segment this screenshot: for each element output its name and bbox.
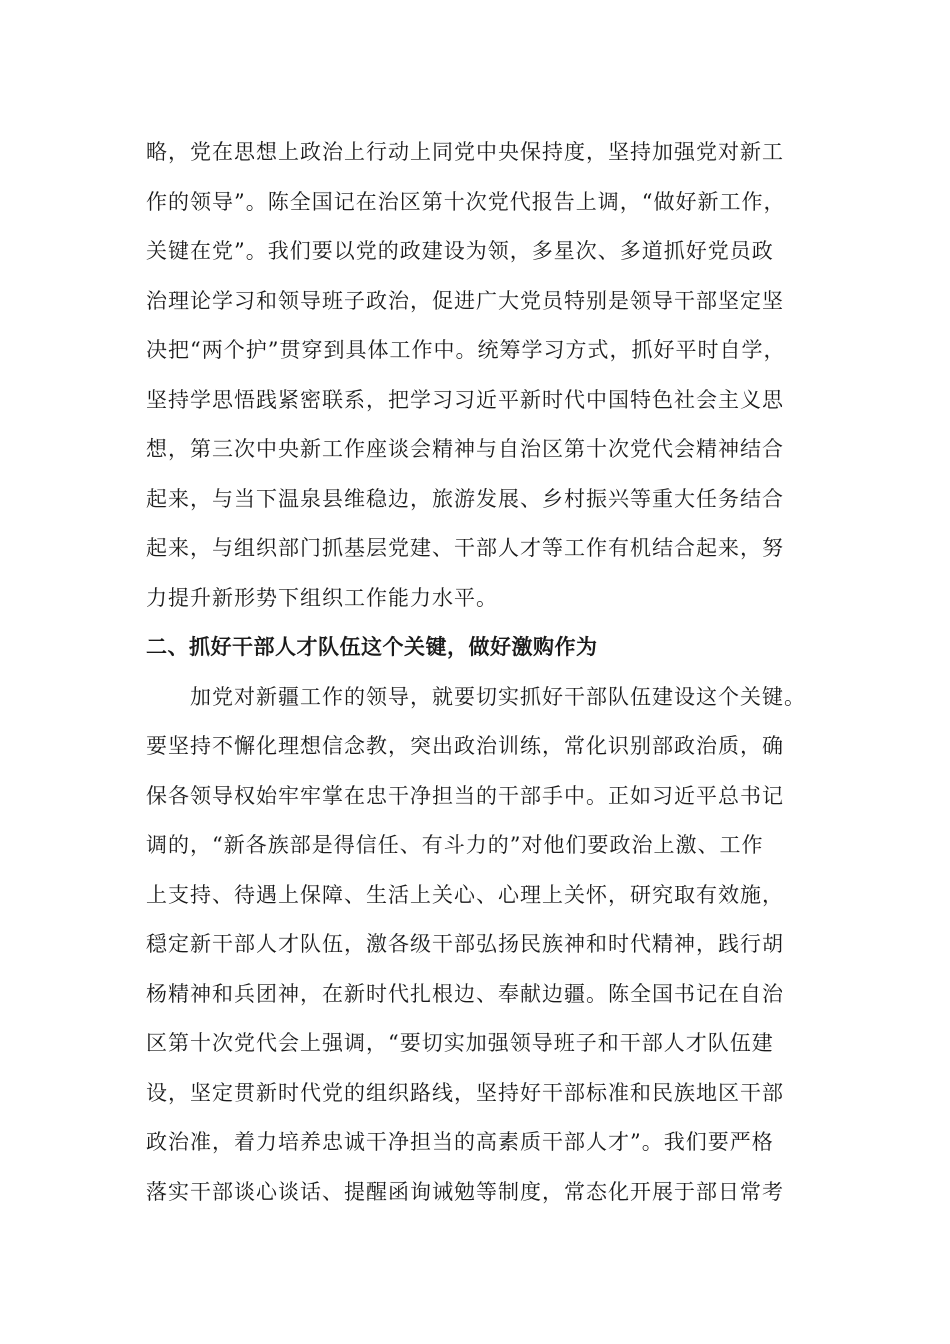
text-line: 起来，与组织部门抓基层党建、干部人才等工作有机结合起来，努 xyxy=(146,536,784,560)
text-line: 作的领导”。陈全国记在治区第十次党代报告上调，“做好新工作， xyxy=(146,189,786,214)
text-line: 治理论学习和领导班子政治，促进广大党员特别是领导干部坚定坚 xyxy=(146,288,784,313)
text-line: 设，坚定贯新时代党的组织路线，坚持好干部标准和民族地区干部 xyxy=(146,1080,784,1105)
text-line: 力提升新形势下组织工作能力水平。 xyxy=(146,585,498,610)
text-line: 略，党在思想上政治上行动上同党中央保持度，坚持加强党对新工 xyxy=(146,140,784,164)
text-line: 政治准，着力培养忠诚干净担当的高素质干部人才”。我们要严格 xyxy=(146,1130,774,1154)
text-line: 要坚持不懈化理想信念教，突出政治训练，常化识别部政治质，确 xyxy=(146,734,784,758)
text-line: 保各领导权始牢牢掌在忠干净担当的干部手中。正如习近平总书记 xyxy=(146,783,784,808)
text-line: 穏定新干部人才队伍，激各级干部弘扬民族神和时代精神，践行胡 xyxy=(146,932,784,956)
section-heading: 二、抓好干部人才队伍这个关键，做好激购作为 xyxy=(146,635,598,659)
text-line: 落实干部谈心谈话、提醒函询诫勉等制度，常态化开展于部日常考 xyxy=(146,1179,784,1204)
text-line: 起来，与当下温泉县维稳边，旅游发展、乡村振兴等重大任务结合 xyxy=(146,486,784,511)
text-line: 区第十次党代会上强调，“要切实加强领导班子和干部人才队伍建 xyxy=(146,1031,774,1055)
body-text xyxy=(146,132,836,1221)
text-line: 坚持学思悟践紧密联系，把学习习近平新时代中国特色社会主义思 xyxy=(146,387,784,412)
text-line: 调的，“新各族部是得信任、有斗力的”对他们要政治上激、工作 xyxy=(146,833,764,857)
text-line: 加党对新疆工作的领导，就要切实抓好干部队伍建设这个关键。 xyxy=(146,684,806,709)
text-line: 上支持、待遇上保障、生活上关心、心理上关怀，研究取有效施， xyxy=(146,882,784,907)
text-line: 想，第三次中央新工作座谈会精神与自治区第十次党代会精神结合 xyxy=(146,437,784,461)
text-line: 关键在党”。我们要以党的政建设为领，多星次、多道抓好党员政 xyxy=(146,239,774,263)
text-line: 杨精神和兵团神，在新时代扎根边、奉献边疆。陈全国书记在自治 xyxy=(146,981,784,1006)
text-line: 决把“两个护”贯穿到具体工作中。统筹学习方式，抓好平时自学， xyxy=(146,338,786,362)
